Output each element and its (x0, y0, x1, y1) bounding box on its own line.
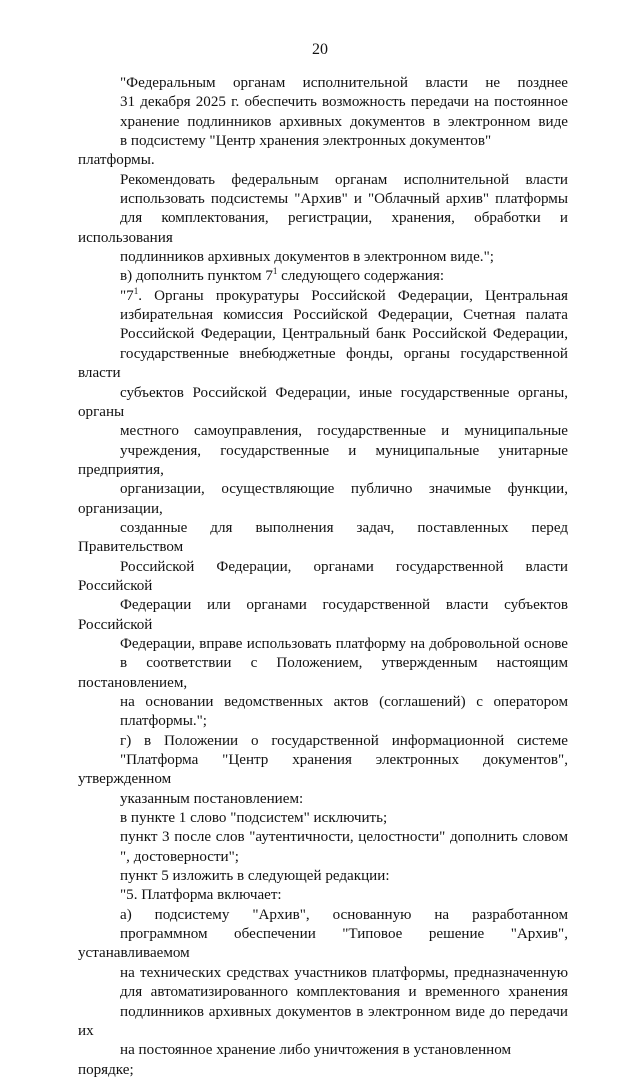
text-line: на основании ведомственных актов (соглашений) с оператором (120, 694, 568, 710)
text-line: "Федеральным органам исполнительной власти не позднее (120, 75, 568, 91)
text-line: учреждения, государственные и муниципальные унитарные предприятия, (78, 442, 568, 478)
text-line: местного самоуправления, государственные и муниципальные (120, 423, 568, 440)
text-line: "Платформа "Центр хранения электронных документов", утвержденном (78, 752, 568, 788)
paragraph-item-3 (78, 828, 568, 867)
text-line: хранение подлинников архивных документов в электронном виде (120, 113, 568, 130)
paragraph-item-5-intro (78, 867, 568, 886)
text-line: а) подсистему "Архив", основанную на разработанном (120, 906, 568, 923)
text-line: для комплектования, регистрации, хранения, обработки и использования (78, 210, 568, 246)
text-line: Федерации, вправе использовать платформу на добровольной основе (120, 635, 568, 652)
text-line: подлинников архивных документов в электронном виде до передачи их (78, 1003, 568, 1039)
text-line: Рекомендовать федеральным органам исполнительной власти (120, 171, 568, 188)
text-line: субъектов Российской Федерации, иные государственные органы, органы (78, 384, 568, 420)
superscript: 1 (272, 266, 278, 277)
paragraph-platform-includes (78, 886, 568, 905)
text-line: созданные для выполнения задач, поставленных перед Правительством (78, 519, 568, 556)
page-number: 20 (312, 41, 328, 58)
text-line: платформы."; (120, 713, 207, 730)
paragraph-clause-7-1 (78, 287, 568, 732)
text-line: для автоматизированного комплектования и временного хранения (120, 984, 568, 1001)
text-line: организации, осуществляющие публично значимые функции, организации, (78, 481, 568, 517)
text-fragment: следующего содержания: (277, 268, 445, 285)
text-line: "5. Платформа включает: (120, 887, 282, 904)
text-line: в подсистему "Центр хранения электронных документов" платформы. (78, 133, 492, 169)
text-line: Российской Федерации, органами государственной власти Российской (78, 558, 568, 594)
text-line: ", достоверности"; (120, 848, 239, 865)
text-line: указанным постановлением: (120, 790, 304, 807)
text-line: на постоянное хранение либо уничтожения в установленном порядке; (78, 1042, 512, 1078)
text-line: использовать подсистемы "Архив" и "Облачный архив" платформы (120, 191, 568, 208)
text-line: государственные внебюджетные фонды, органы государственной власти (78, 345, 568, 382)
text-line: пункт 5 изложить в следующей редакции: (120, 868, 390, 885)
paragraph-subsystem-archive (78, 906, 568, 1080)
text-line: Российской Федерации, Центральный банк Российской Федерации, (120, 326, 568, 343)
text-fragment: "7 (120, 287, 134, 304)
text-line: избирательная комиссия Российской Федерации, Счетная палата (120, 307, 568, 324)
paragraph-deadline (78, 74, 568, 171)
paragraph-amendment-v (78, 267, 568, 286)
text-line: Федерации или органами государственной власти субъектов Российской (78, 597, 568, 633)
paragraph-item-1 (78, 809, 568, 828)
text-line: на технических средствах участников платформы, предназначенную (120, 964, 568, 981)
text-line: подлинников архивных документов в электронном виде."; (120, 249, 494, 266)
paragraph-amendment-g (78, 732, 568, 809)
text-line: программном обеспечении "Типовое решение "Архив", устанавливаемом (78, 926, 568, 962)
text-line: в соответствии с Положением, утвержденным настоящим постановлением, (78, 655, 568, 691)
superscript: 1 (133, 285, 139, 296)
text-line (78, 267, 568, 286)
paragraph-recommendation (78, 171, 568, 268)
text-line: 31 декабря 2025 г. обеспечить возможность передачи на постоянное (120, 94, 568, 111)
text-line: в пункте 1 слово "подсистем" исключить; (120, 810, 388, 827)
text-line: г) в Положении о государственной информационной системе (120, 732, 568, 749)
text-line: пункт 3 после слов "аутентичности, целостности" дополнить словом (120, 829, 568, 846)
document-body (78, 74, 568, 1080)
text-fragment: . Органы прокуратуры Российской Федерации, Центральная (138, 287, 568, 304)
text-line (78, 287, 568, 306)
text-fragment: в) дополнить пунктом 7 (120, 268, 273, 285)
